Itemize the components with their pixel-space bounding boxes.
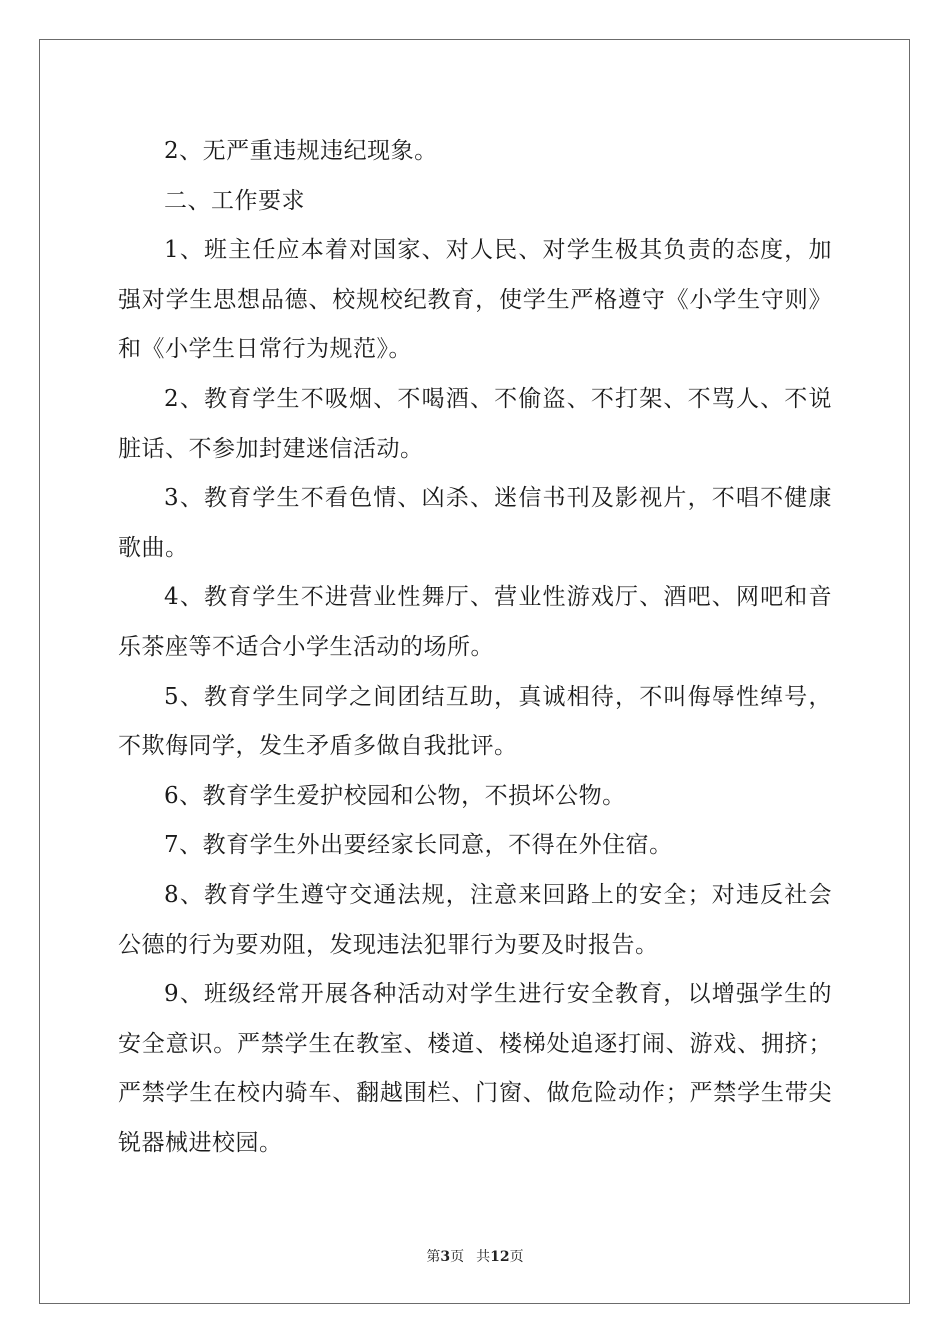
text-line: 强对学生思想品德、校规校纪教育，使学生严格遵守《小学生守则》 [118,286,832,313]
total-prefix: 共 [476,1249,491,1265]
paragraph-requirement-9 [118,970,832,1168]
text-line: 安全意识。严禁学生在教室、楼道、楼梯处追逐打闹、游戏、拥挤； [118,1030,832,1057]
text-line: 9、班级经常开展各种活动对学生进行安全教育，以增强学生的 [164,981,832,1008]
paragraph-requirement-4 [118,573,832,672]
text-line: 脏话、不参加封建迷信活动。 [118,435,424,462]
paragraph-requirement-2 [118,375,832,474]
page-suffix: 页 [450,1249,465,1265]
text-line: 锐器械进校园。 [118,1129,283,1156]
text-line: 3、教育学生不看色情、凶杀、迷信书刊及影视片，不唱不健康 [164,485,832,512]
paragraph-requirement-5 [118,673,832,772]
section-heading: 二、工作要求 [164,187,305,214]
document-body [118,127,832,1168]
text-line: 4、教育学生不进营业性舞厅、营业性游戏厅、酒吧、网吧和音 [164,584,832,611]
page-indicator [426,1249,464,1265]
page-number: 3 [440,1249,451,1265]
text-line: 7、教育学生外出要经家长同意，不得在外住宿。 [164,832,673,859]
page-footer [0,1246,950,1268]
text-line: 歌曲。 [118,534,189,561]
total-pages: 12 [490,1249,510,1265]
text-line: 不欺侮同学，发生矛盾多做自我批评。 [118,733,518,760]
paragraph-requirement-8 [118,871,832,970]
text-line: 1、班主任应本着对国家、对人民、对学生极其负责的态度，加 [164,237,832,264]
text-line: 严禁学生在校内骑车、翻越围栏、门窗、做危险动作；严禁学生带尖 [118,1080,832,1107]
paragraph-requirement-7 [118,821,832,871]
text-line: 2、无严重违规违纪现象。 [164,138,438,164]
paragraph-requirement-1 [118,226,832,375]
text-line: 2、教育学生不吸烟、不喝酒、不偷盗、不打架、不骂人、不说 [164,385,832,412]
text-line: 6、教育学生爱护校园和公物，不损坏公物。 [164,782,626,809]
text-line: 5、教育学生同学之间团结互助，真诚相待，不叫侮辱性绰号， [164,683,832,710]
paragraph-requirement-3 [118,474,832,573]
page-prefix: 第 [426,1249,441,1265]
section-heading-work-requirements [118,177,832,227]
total-pages-indicator [476,1249,523,1265]
text-line: 8、教育学生遵守交通法规，注意来回路上的安全；对违反社会 [164,881,832,908]
text-line: 和《小学生日常行为规范》。 [118,336,412,363]
total-suffix: 页 [509,1249,524,1265]
text-line: 乐茶座等不适合小学生活动的场所。 [118,633,494,660]
text-line: 公德的行为要劝阻，发现违法犯罪行为要及时报告。 [118,931,659,958]
paragraph-item-2-no-violations [118,127,832,177]
paragraph-requirement-6 [118,772,832,822]
